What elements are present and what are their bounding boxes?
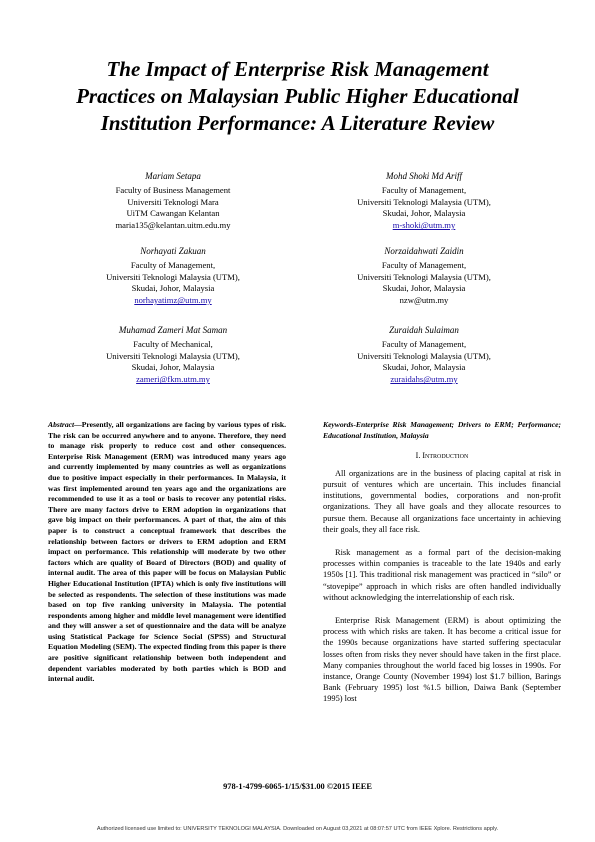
keywords-label: Keywords- [323,420,356,429]
abstract-text: —Presently, all organizations are facing by various types of risk. The risk can be occurred anywhere and to anyone. Therefore, they need to manage risk properly to reduce cost and other consequences. Enterprise Risk Management (ERM) was introduced many years ago and currently implemented by many countries as well as organizations due to positive impact especially in their performances. In Malaysia, it was first implemented around ten years ago and the organizations are recommended to use it as a tool or basis to recover any potential risks. There are many factors drive to ERM adoption in organizations that gave big impact on their performances. A part of that, the aim of this paper is to construct a conceptual framework that describes the relationship between factors or drivers to ERM adoption and ERM impact on performance. This relationship will moderate by two other factors which are quality of Board of Directors (BOD) and quality of internal audit. The area of this paper will be focus on Malaysian Public Higher Educational Institution (IPTA) which is only five institutions will be selected as respondents. The selection of these institutions was made based on top five ranking university in Malaysia. The potential respondents among higher and middle level management were identified and they will answer a set of questionnaire and the data will be analyze using Statistical Package for Science Social (SPSS) and Structural Equation Modeling (SEM). The expected finding from this paper is there are positive significant relationship between both independent and dependent variables moderated by both parties which is BOD and internal audit. [48,420,286,684]
author-affiliation: Universiti Teknologi Malaysia (UTM), [106,271,240,282]
author-affiliation: Skudai, Johor, Malaysia [131,283,215,294]
author-name: Mohd Shoki Md Ariff [385,171,463,181]
footer-isbn: 978-1-4799-6065-1/15/$31.00 ©2015 IEEE [223,782,372,791]
author-name: Zuraidah Sulaiman [389,325,459,335]
author-affiliation: Skudai, Johor, Malaysia [382,208,466,219]
title-line: The Impact of Enterprise Risk Management [106,57,489,81]
section-title: Introduction [422,451,469,461]
author-affiliation: Faculty of Management, [381,184,467,195]
author-email-link[interactable]: zuraidahs@utm.my [390,374,458,385]
author-affiliation: Universiti Teknologi Malaysia (UTM), [357,271,491,282]
author-affiliation: Universiti Teknologi Mara [127,196,219,207]
license-notice: Authorized licensed use limited to: UNIVERSITY TEKNOLOGI MALAYSIA. Downloaded on August 03,2021 at 08:07:57 UTC from IEEE Xplore. Restrictions apply. [96,826,499,832]
author-email: maria135@kelantan.uitm.edu.my [115,220,231,231]
author-affiliation: Skudai, Johor, Malaysia [131,362,215,373]
abstract [48,420,286,685]
author-affiliation: Faculty of Management, [130,259,216,270]
author-name: Norzaidahwati Zaidin [384,246,464,256]
author-affiliation: Skudai, Johor, Malaysia [382,283,466,294]
author-affiliation: Universiti Teknologi Malaysia (UTM), [357,350,491,361]
author-affiliation: Faculty of Management, [381,259,467,270]
keywords [323,420,561,441]
author-email: nzw@utm.my [399,295,449,306]
title-line: Institution Performance: A Literature Review [100,111,495,135]
keywords-text: Enterprise Risk Management; Drivers to ERM; Performance; Educational Institution, Malaysia [323,420,561,440]
author-affiliation: Faculty of Mechanical, [133,338,213,349]
author-email-link[interactable]: zameri@fkm.utm.my [136,374,210,385]
author-block [48,246,298,307]
author-block [299,246,549,307]
author-affiliation: Faculty of Business Management [115,184,231,195]
abstract-label: Abstract [48,420,75,429]
author-block [299,171,549,232]
author-name: Mariam Setapa [145,171,201,181]
author-affiliation: Faculty of Management, [381,338,467,349]
author-block [48,171,298,232]
author-affiliation: Skudai, Johor, Malaysia [382,362,466,373]
right-column [323,420,561,717]
author-name: Muhamad Zameri Mat Saman [118,325,228,335]
author-block [48,325,298,386]
author-affiliation: Universiti Teknologi Malaysia (UTM), [106,350,240,361]
author-email-link[interactable]: m-shoki@utm.my [392,220,456,231]
paragraph: Enterprise Risk Management (ERM) is about optimizing the process with which risks are taken. It has become a critical issue for the 1990s because organizations have started suffering spectacular losses often from risks they never should have taken in the first place. Many companies throughout the world faced big losses in 1990s. For instance, Orange County (November 1994) lost $1.7 billion, Barings Bank (February 1995) lost %1.5 billion, Daiwa Bank (September 1995) lost [323,616,561,704]
paragraph: Risk management as a formal part of the decision-making processes within companies is traceable to the late 1940s and early 1950s [1]. This traditional risk management was practiced in “silo” or “stovepipe” approach in which risks are often handled individually without acknowledging the interrelationship of each risk. [323,548,561,602]
author-email-link[interactable]: norhayatimz@utm.my [134,295,212,306]
section-number: I. [415,451,421,461]
title-line: Practices on Malaysian Public Higher Educational [76,84,519,108]
paper-title [30,56,565,137]
author-name: Norhayati Zakuan [140,246,206,256]
author-block [299,325,549,386]
author-affiliation: Universiti Teknologi Malaysia (UTM), [357,196,491,207]
paragraph: All organizations are in the business of placing capital at risk in pursuit of ventures which are uncertain. This includes financial institutions, governmental bodies, corporations and non-profit organizations. They all have goals and they allocate resources to pursue them. Because all organizations face uncertainty in achieving their goals, they all face risk. [323,468,561,534]
section-heading [323,451,561,462]
author-affiliation: UiTM Cawangan Kelantan [126,208,220,219]
